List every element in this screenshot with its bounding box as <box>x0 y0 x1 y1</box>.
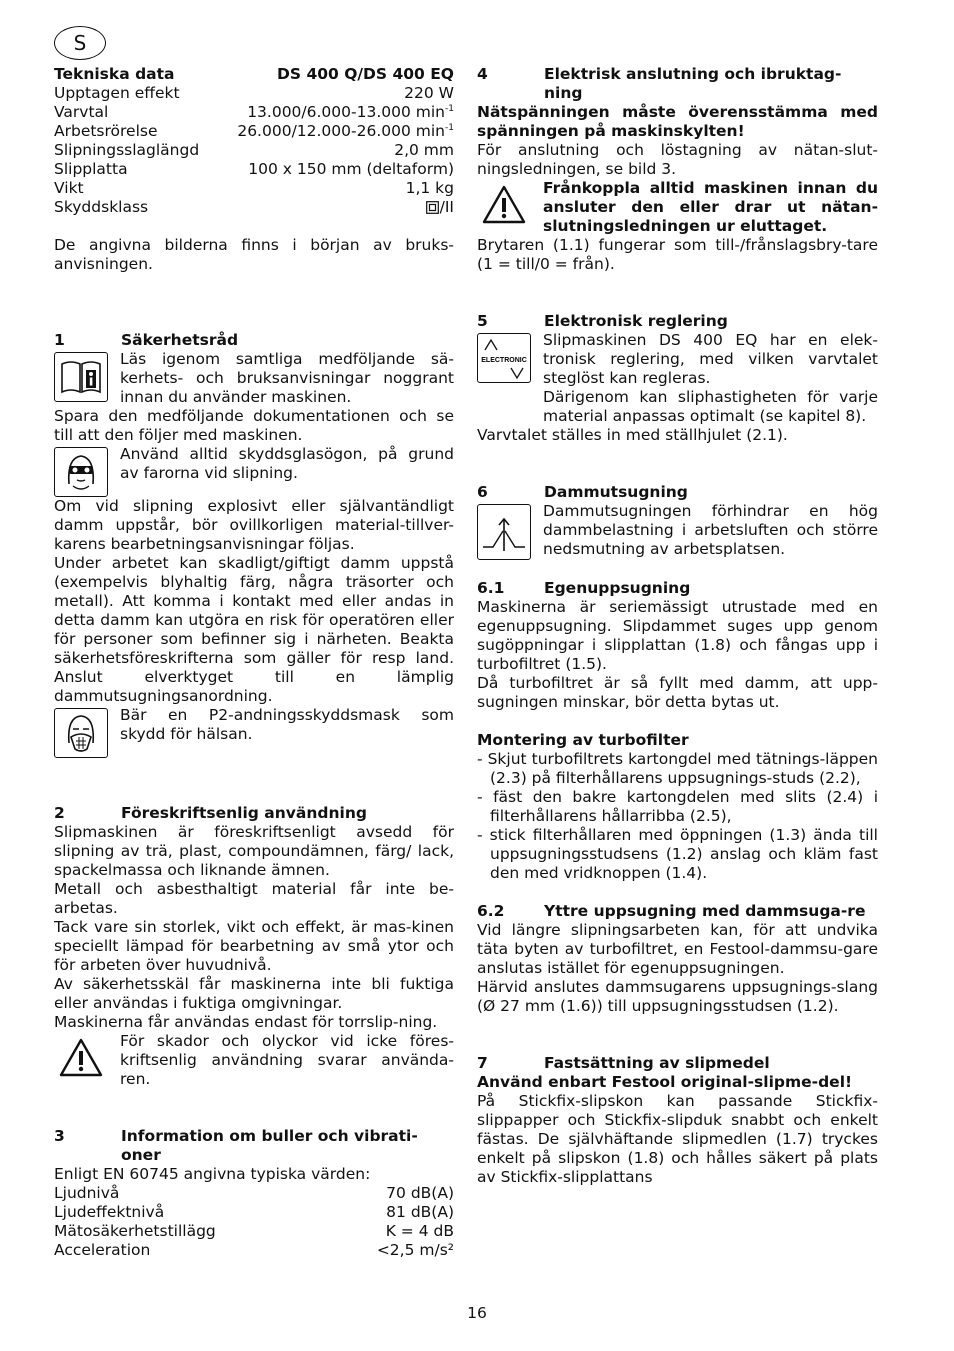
language-badge: S <box>54 26 106 60</box>
mount-steps-list <box>477 750 878 883</box>
dust-extraction-icon <box>477 504 531 560</box>
double-insulation-icon <box>426 201 439 214</box>
warning-triangle-icon <box>54 1032 108 1082</box>
dust-mask-icon <box>54 708 108 758</box>
page-number: 16 <box>467 1304 487 1322</box>
liability-warning-block: För skador och olyckor vid icke föres-kriftsenlig användning svarar använda-ren. <box>54 1032 454 1089</box>
right-column: 4 Elektrisk anslutning och ibruktag-ning Nätspänningen måste överensstämma med spänningen på maskinskylten! För anslutning och löstagning av nätan-slut-ningsledningen, se bild 3. Frånkoppla alltid maskinen innan du ansluter den eller drar ut nätan-slutningsledningen ur eluttaget. Brytaren (1.1) fungerar som till-/frånslagsbry-tare (1 = till/0 = från). 5 Elektronisk reglering ELECTRONIC Slipmaskinen DS 400 EQ har en elek-tronisk reglering, med vilken varvtalet steglöst kan regleras. Därigenom kan sliphastigheten för varje material anpassas optimalt (se kapitel 8). Varvtalet ställes in med ställhjulet (2.1). 6 Dammutsugning Dammutsugningen förhindrar en hög dammbelastning i arbetsluften och större nedsmutning av arbetsplatsen. 6.1 Egenuppsugning Maskinerna är seriemässigt utrustade med en egenuppsugning. Slipdammet suges upp genom sugöppningar i slipplattan (1.8) och fångas upp i turbofiltret (1.5). Då turbofiltret är så fyllt med damm, att upp-sugningen minskar, bör detta bytas ut. Montering av turbofilter - Skjut turbofiltrets kartongdel med tätnings-läppen (2.3) på filterhållarens uppsugnings-studs (2.2), - fäst den bakre kartongdelen med slits (2.4) i filterhållarens hållarribba (2.5), - stick filterhållaren med öppningen (1.3) ända till uppsugningsstudsens (1.2) anslag och kläm fast den med vridknoppen (1.4). 6.2 Yttre uppsugning med dammsuga-re Vid längre slipningsarbeten kan, för att undvika täta byten av turbofiltret, en Festool-dammsu-gare anslutas istället för egenuppsugningen. Härvid anslutes dammsugarens uppsugnings-slang (Ø 27 mm (1.6)) till uppsugningsstudsen (1.2). 7 Fastsättning av slipmedel Använd enbart Festool original-slipme-del! På Stickfix-slipskon kan passande Stickfix-slippapper och Stickfix-slipduk snabbt och enkelt fästas. De självhäftande slipmedlen (1.7) tryckes enkelt på slipskon (1.8) och hålles säkert på plats av Stickfix-slipplattans <box>477 65 878 1186</box>
list-item: - Skjut turbofiltrets kartongdel med tätnings-läppen (2.3) på filterhållarens uppsugnings-studs (2.2), <box>477 750 878 787</box>
section-6-2-heading: 6.2 Yttre uppsugning med dammsuga-re <box>477 902 866 920</box>
read-manual-block: Läs igenom samtliga medföljande sä-kerhets- och bruksanvisningar noggrant innan du använder maskinen. <box>54 350 454 407</box>
tech-data-model: DS 400 Q/DS 400 EQ <box>277 65 454 83</box>
unplug-warning-block: Frånkoppla alltid maskinen innan du ansluter den eller drar ut nätan-slutningsledningen ur eluttaget. <box>477 179 878 236</box>
tech-row: Slipplatta 100 x 150 mm (deltaform) <box>54 160 454 178</box>
section-4-heading: 4 Elektrisk anslutning och ibruktag-ning <box>477 65 842 102</box>
noise-row: Ljudeffektnivå 81 dB(A) <box>54 1203 454 1221</box>
tech-row: Upptagen effekt 220 W <box>54 84 454 102</box>
section-5-heading: 5 Elektronisk reglering <box>477 312 728 330</box>
section-2-heading: 2 Föreskriftsenlig användning <box>54 804 367 822</box>
dust-extraction-block: Dammutsugningen förhindrar en hög dammbelastning i arbetsluften och större nedsmutning av arbetsplatsen. <box>477 502 878 560</box>
svg-text:ELECTRONIC: ELECTRONIC <box>481 357 527 364</box>
section-6-1-heading: 6.1 Egenuppsugning <box>477 579 691 597</box>
mask-block: Bär en P2-andningsskyddsmask som skydd för hälsan. <box>54 706 454 758</box>
tech-row: Slipningsslaglängd 2,0 mm <box>54 141 454 159</box>
figures-note: De angivna bilderna finns i början av bruks-anvisningen. <box>54 236 454 273</box>
noise-row: Ljudnivå 70 dB(A) <box>54 1184 454 1202</box>
tech-row: Vikt 1,1 kg <box>54 179 454 197</box>
tech-data-header <box>54 65 454 84</box>
noise-row: Acceleration <2,5 m/s² <box>54 1241 454 1259</box>
warning-triangle-icon <box>477 179 531 229</box>
safety-goggles-icon <box>54 447 108 497</box>
tech-data-title: Tekniska data <box>54 65 175 83</box>
section-7-heading: 7 Fastsättning av slipmedel <box>477 1054 770 1072</box>
tech-row: Arbetsrörelse 26.000/12.000-26.000 $\min^{-1}$ <box>54 122 454 140</box>
read-manual-icon <box>54 352 108 402</box>
noise-row: Mätosäkerhetstillägg K = 4 dB <box>54 1222 454 1240</box>
mount-heading: Montering av turbofilter <box>477 731 689 749</box>
goggles-block: Använd alltid skyddsglasögon, på grund av farorna vid slipning. <box>54 445 454 497</box>
section-3-heading: 3 Information om buller och vibrati-oner <box>54 1127 418 1164</box>
list-item: - fäst den bakre kartongdelen med slits (2.4) i filterhållarens hållarribba (2.5), <box>477 788 878 825</box>
section-1-heading: 1 Säkerhetsråd <box>54 331 239 349</box>
list-item: - stick filterhållaren med öppningen (1.3) ända till uppsugningsstudsens (1.2) anslag och kläm fast den med vridknoppen (1.4). <box>477 826 878 882</box>
tech-row: Varvtal 13.000/6.000-13.000 $\min^{-1}$ <box>54 103 454 121</box>
electronic-icon <box>477 333 531 383</box>
section-6-heading: 6 Dammutsugning <box>477 483 688 501</box>
tech-row: Skyddsklass /II <box>54 198 454 216</box>
left-column: Tekniska data DS 400 Q/DS 400 EQ Upptagen effekt 220 W Varvtal 13.000/6.000-13.000 $\min^{-1}$ Arbetsrörelse 26.000/12.000-26.000 $\min^{-1}$ Slipningsslaglängd 2,0 mm Slipplatta 100 x 150 mm (deltaform) Vikt 1,1 kg Skyddsklass /II De angivna bilderna finns i början av bruks-anvisningen. 1 Säkerhetsråd Läs igenom samtliga medföljande sä-kerhets- och bruksanvisningar noggrant innan du använder maskinen. Spara den medföljande dokumentationen och se till att den följer med maskinen. Använd alltid skyddsglasögon, på grund av farorna vid slipning. Om vid slipning explosivt eller självantändligt damm uppstår, bör ovillkorligen material-tillver-karens bearbetningsanvisningar följas. Under arbetet kan skadligt/giftigt damm uppstå (exempelvis blyhaltig färg, några träsorter och metall). Att komma i kontakt med eller andas in detta damm kan utgöra en risk för operatören eller för personer som befinner sig i närheten. Beakta säkerhetsföreskrifterna som gäller för resp land. Anslut elverktyget till en lämplig dammutsugningsanordning. Bär en P2-andningsskyddsmask som skydd för hälsan. 2 Föreskriftsenlig användning Slipmaskinen är föreskriftsenligt avsedd för slipning av trä, plast, compoundämnen, färg/ lack, spackelmassa och liknande ämnen. Metall och asbesthaltigt material får inte be-arbetas. Tack vare sin storlek, vikt och effekt, är mas-kinen speciellt lämpad för bearbetning av små ytor och för arbeten över huvudnivå. Av säkerhetsskäl får maskinerna inte bli fuktiga eller användas i fuktiga omgivningar. Maskinerna får användas endast för torrslip-ning. För skador och olyckor vid icke föres-kriftsenlig användning svarar använda-ren. 3 Information om buller och vibrati-oner Enligt EN 60745 angivna typiska värden: Ljudnivå 70 dB(A) Ljudeffektnivå 81 dB(A) Mätosäkerhetstillägg K = 4 dB Acceleration <2,5 m/s² <box>54 65 454 1259</box>
electronic-block: ELECTRONIC Slipmaskinen DS 400 EQ har en elek-tronisk reglering, med vilken varvtalet steglöst kan regleras. <box>477 331 878 388</box>
